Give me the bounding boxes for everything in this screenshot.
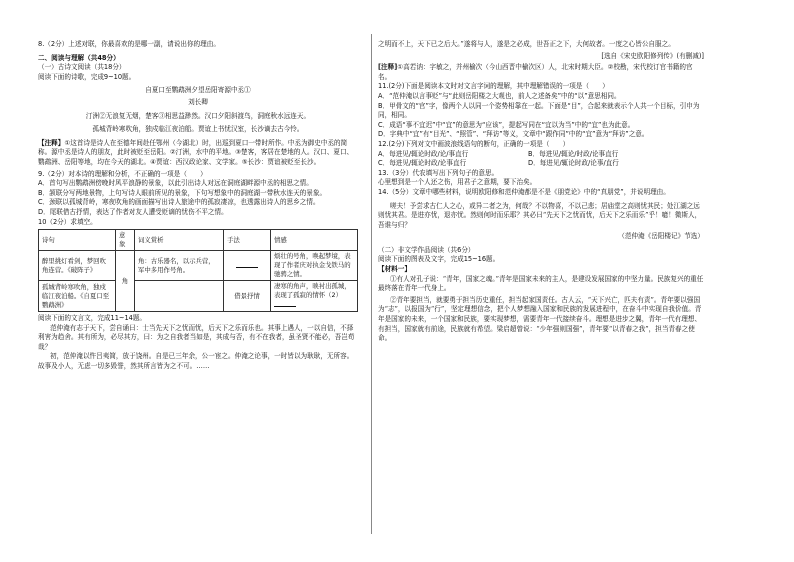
- question-9: 9.（2分）对本诗的理解和分析，不正确的一项是（ ）: [38, 169, 207, 178]
- left-column: [38, 40, 358, 372]
- fill-in-table: [38, 229, 358, 312]
- table-cell-poem: 醉里挑灯看剑，梦回吹角连营。《破阵子》: [39, 251, 116, 281]
- table-row: [39, 251, 358, 281]
- question-12: 12.(2分)下列对文中画波浪线语句的断句，正确的一项是（ ）: [378, 139, 570, 148]
- table-cell-emotion: 烦壮的号角，唤起梦境，表现了作者庆对执金戈铁马的驰骋之情。: [271, 251, 358, 281]
- option-d: D．字典中“宜”有“目光”、“照管”、“拜访”等义，文章中“跟作同”中的“宜”意为“拜访”之意。: [378, 130, 649, 139]
- option-a: A．“范仲淹以言事贬”与“此则岳阳楼之大观也，前人之述备矣”中的“以”意思相同。: [378, 91, 621, 100]
- option-b: B．每进见/辄论/时政/论事直行: [528, 149, 619, 158]
- option-c: C．每进见/辄论时政/论事直行: [378, 159, 467, 168]
- subsection-heading: （一）古诗文阅读（共18分）: [38, 63, 126, 72]
- classical-paragraph: 范仲淹有志于天下，尝自诵曰：士当先天下之忧而忧，后天下之乐而乐也。其事上遇人，一以自信，不择利害为趋舍。其有所为，必尽其方，曰：为之自我者当如是，其成与否，有不在我者，虽圣贤不能必，吾岂苟哉？: [38, 323, 355, 351]
- classical-paragraph: 嗟夫！予尝求古仁人之心，或异二者之为，何哉？不以物喜，不以己悲；居庙堂之高则忧其民；处江湖之远则忧其君。是进亦忧，退亦忧。然则何时而乐耶？其必曰“先天下之忧而忧，后天下之乐而乐”乎！噫！微斯人，吾谁与归？: [378, 201, 702, 229]
- table-cell-word: 角：古乐器名，以示兵营，军中多用作号角。: [135, 251, 224, 281]
- answer-blank-1[interactable]: [224, 251, 271, 281]
- question-11: 11.(2分)下面是阅读本文时对文言字词的理解，其中理解错误的一项是（ ）: [378, 82, 609, 91]
- option-b: B．甲骨文的“官”字，像两个人以同一个姿势相靠在一起。下面是“目”，合起来就表示个人共一个目标，引申为同，相同。: [378, 101, 700, 120]
- source-citation: [选自《宋史欧阳修列传》(有删减)]: [601, 51, 704, 60]
- table-header: 情感: [271, 230, 358, 251]
- table-cell-technique: 借景抒情: [224, 281, 271, 312]
- text-notes: [378, 63, 704, 82]
- answer-blank-2[interactable]: [135, 281, 224, 312]
- table-row: [39, 281, 358, 312]
- subsection-heading: （二）非文学作品阅读（共6分）: [378, 245, 475, 254]
- right-column: [378, 40, 704, 344]
- poem-notes: [38, 139, 358, 168]
- option-row: [378, 150, 704, 160]
- material-paragraph: ①有人对孔子说：“青年，国家之魂。”青年是国家未来的主人，是建设发展国家的中坚力量。民族复兴的重任最终落在青年一代身上。: [378, 274, 704, 293]
- table-cell-image: 角: [116, 251, 135, 312]
- option-a: A．每进见/辄论时政/论/事直行: [378, 149, 469, 158]
- section-heading: 二、阅读与理解（共48分）: [38, 53, 120, 62]
- source-citation: （范仲淹《岳阳楼记》节选）: [618, 232, 704, 241]
- option-row: [378, 159, 704, 169]
- reading-instruction: 阅读下面的文言文，完成11~14题。: [38, 314, 147, 323]
- table-header-row: [39, 230, 358, 251]
- option-d: D．每进见/辄论时政/论事/直行: [528, 159, 619, 168]
- poem-line: 汀洲②无浪复无烟，楚客③相思益渺然。汉口夕阳斜渡鸟，洞庭秋水远连天。: [85, 111, 311, 120]
- emotion-text: 凄寒的角声，映衬出孤城，表现了孤寂的情怀（2）: [274, 282, 351, 300]
- column-divider: [371, 34, 372, 534]
- question-14: 14.（5分）文章中哪些材料，说明欧阳修和范仲淹都是不是《朋党论》中的“真朋党”，并说明理由。: [378, 187, 670, 196]
- table-cell-emotion: [271, 281, 358, 312]
- notes-text: ①这首诗是诗人在至德年间赴任鄂州（今湖北）时，出巡到夏口一带时所作。中丞为御史中丞的简称。源中丞是诗人的朋友，此时被贬至岳阳。②汀洲，水中的平地。③楚客，客居在楚地的人。汉口、夏口、鹦鹉洲、岳阳等地，均在今天的湖北。④贾谊：西汉政论家、文学家。⑤长沙：贾谊被贬至长沙。: [38, 138, 354, 166]
- table-header: 诗句: [39, 230, 116, 251]
- option-b: B．颔联分写两地景物，上句写诗人眼前所见的景象，下句写想象中的洞庭湖一带秋水连天的景象。: [38, 188, 327, 197]
- table-header: 意象: [116, 230, 135, 251]
- poem-line: 孤城背岭寒吹角，独戍临江夜泊船。贾谊上书忧汉室，长沙谪去古今怜。: [92, 125, 304, 134]
- reading-instruction: 阅读下面的图表及文字，完成15~16题。: [378, 255, 500, 264]
- question-8: 8.（2分）上述对联，你最喜欢的是哪一副，请说出你的理由。: [38, 40, 220, 48]
- table-header: 词义赏析: [135, 230, 224, 251]
- classical-paragraph: 初，范仲淹以忤吕夷简，放于饶州。自是已三年余，公一宦之。仲淹之论事，一时皆以为耿耿，无所容。故事及小人，无虑一切多毁誉，然其所言皆为之不可。……: [38, 352, 354, 371]
- table-header: 手法: [224, 230, 271, 251]
- question-13-text: 心里想到是一个人还之伤，用君子之意期，要下治矣。: [378, 178, 537, 187]
- material-heading: 【材料一】: [378, 265, 411, 274]
- poem-author: 刘长卿: [188, 97, 208, 106]
- material-paragraph: ②青年要担当，就要勇于担当历史重任，担当起家国责任。古人云，“天下兴亡，匹夫有责”。青年要以强国为“志”，以报国为“行”，坚定理想信念，把个人梦想融入国家和民族的发展进程中，在奋斗中实现自我价值。青年是国家的未来，一个国家和民族，要实现梦想，需要青年一代接续奋斗。理想是进步之翼，青年一代有理想、有担当，国家就有前途，民族就有希望。梁启超曾说：“少年强则国强”，青年要“以青春之我”，担当青春之使命。: [378, 295, 702, 343]
- table-cell-poem: 孤城背岭寒吹角，独戍临江夜泊船。《自夏口至鹦鹉洲》: [39, 281, 116, 312]
- notes-text: ①高若讷：字敏之，并州榆次（今山西晋中榆次区）人，北宋时期大臣。②校勘，宋代校订官书籍的官名。: [378, 63, 693, 81]
- option-d: D．尾联借古抒情，表达了作者对友人遭受贬谪的忧伤不平之情。: [38, 207, 228, 216]
- question-13: 13.（3分）代农填写出下列句子的意思。: [378, 168, 499, 177]
- option-a: A．首句写出鹦鹉洲傍晚时风平浪静的景象，以此引出诗人对远在洞庭湖畔源中丞的相思之情。: [38, 179, 313, 188]
- poem-title: 自夏口至鹦鹉洲夕望岳阳寄源中丞①: [145, 86, 251, 95]
- option-c: C．颈联以孤城背岭，寒夜吹角的画面描写出诗人旅途中的孤寂凄凉，也透露出诗人的思乡之情。: [38, 198, 320, 207]
- question-10: 10（2分）求填空。: [38, 217, 97, 226]
- classical-continuation: 之明而不上，天下已之后大。”遂将与人，遂是之必成，世吾正之下，大何故者。一度之心皆公自服之。: [378, 40, 675, 48]
- reading-instruction: 阅读下面的诗歌，完成9~10题。: [38, 72, 136, 81]
- notes-label: 【注释】: [38, 138, 65, 147]
- answer-blank-3[interactable]: [274, 300, 296, 307]
- notes-label: [注释]: [378, 63, 398, 72]
- option-c: C．成语“事不宜迟”中“宜”的意思为“应该”，提起写同在“宜以为当”中的“宜”也为此意。: [378, 120, 635, 129]
